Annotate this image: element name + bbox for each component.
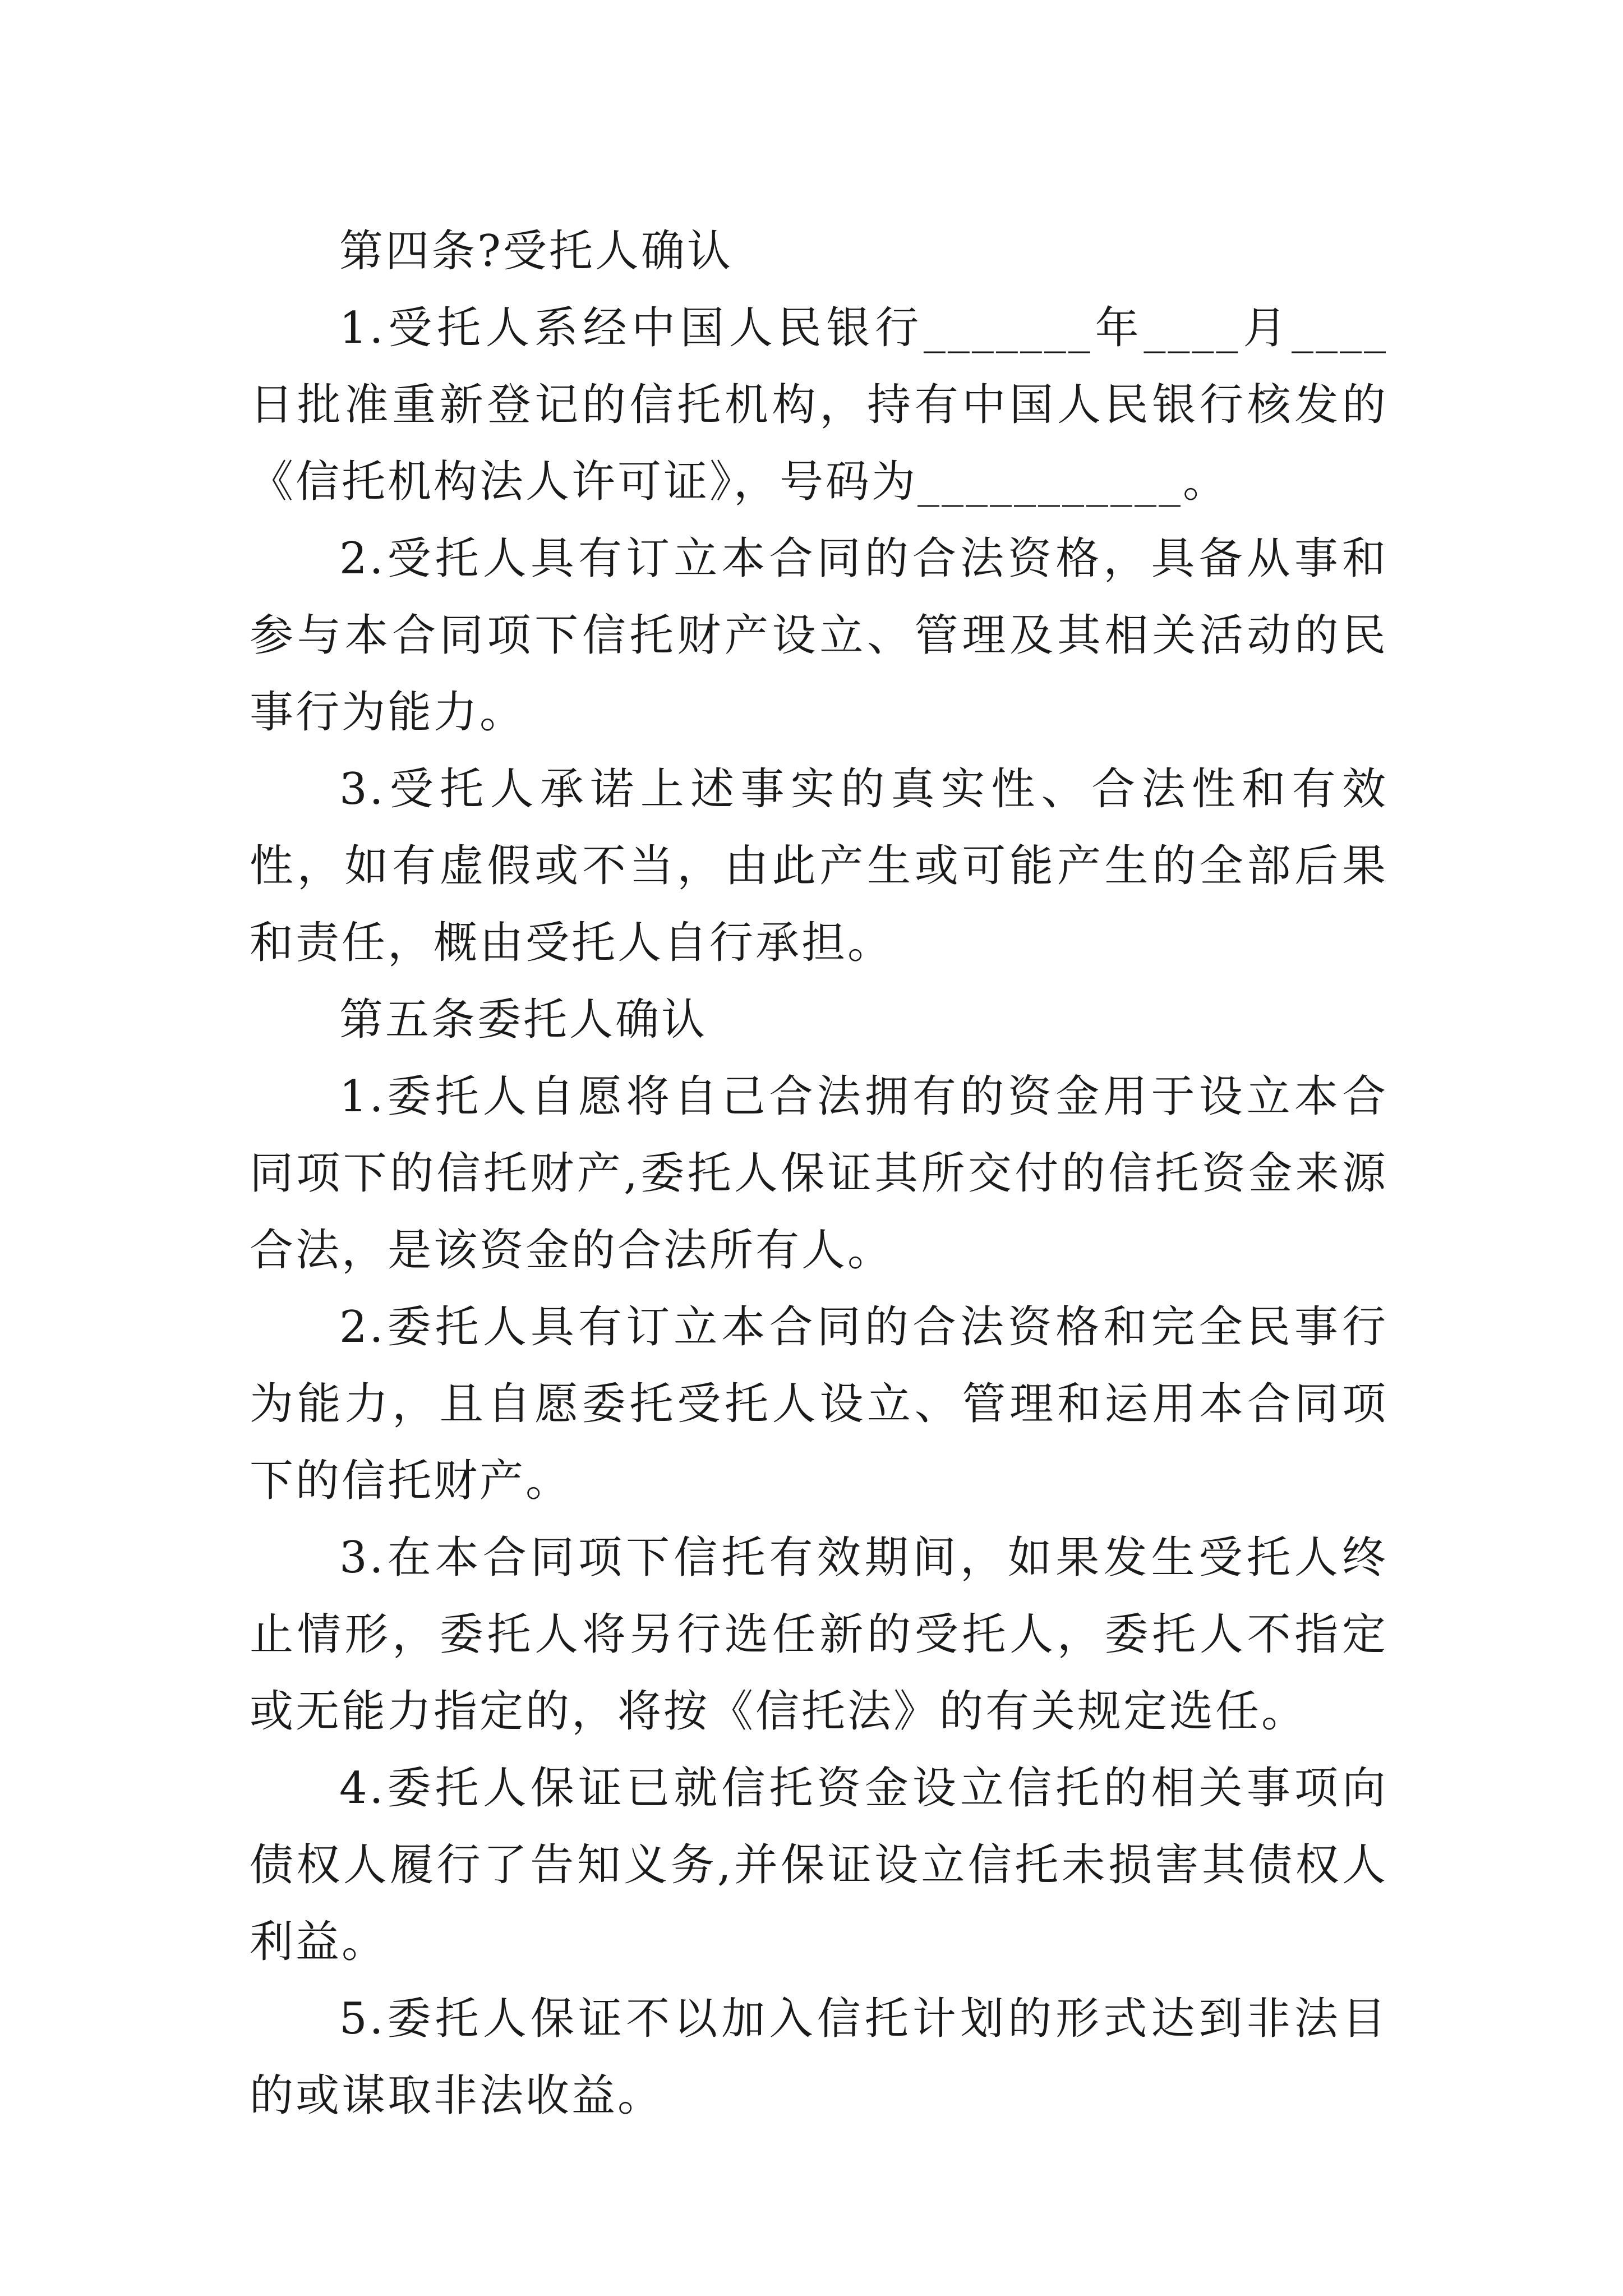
- section-4-item-3: 3.受托人承诺上述事实的真实性、合法性和有效性，如有虚假或不当，由此产生或可能产生的全部后果和责任，概由受托人自行承担。: [250, 764, 1388, 968]
- section-5-heading: 第五条委托人确认: [339, 995, 708, 1045]
- section-5-item-4: 4.委托人保证已就信托资金设立信托的相关事项向债权人履行了告知义务,并保证设立信托未损害其债权人利益。: [250, 1763, 1388, 1967]
- section-5-item-3: 3.在本合同项下信托有效期间，如果发生受托人终止情形，委托人将另行选任新的受托人，委托人不指定或无能力指定的，将按《信托法》的有关规定选任。: [250, 1533, 1388, 1737]
- section-4-item-1: 1.受托人系经中国人民银行_______年____月____日批准重新登记的信托机构，持有中国人民银行核发的《信托机构法人许可证》，号码为___________。: [250, 303, 1388, 507]
- section-5-item-1: 1.委托人自愿将自己合法拥有的资金用于设立本合同项下的信托财产,委托人保证其所交付的信托资金来源合法，是该资金的合法所有人。: [250, 1071, 1388, 1276]
- section-5-item-2: 2.委托人具有订立本合同的合法资格和完全民事行为能力，且自愿委托受托人设立、管理和运用本合同项下的信托财产。: [250, 1302, 1388, 1506]
- section-4-heading: 第四条?受托人确认: [339, 226, 733, 277]
- section-4-item-2: 2.受托人具有订立本合同的合法资格，具备从事和参与本合同项下信托财产设立、管理及其相关活动的民事行为能力。: [250, 533, 1388, 738]
- document-body: [250, 213, 1388, 2134]
- section-5-item-5: 5.委托人保证不以加入信托计划的形式达到非法目的或谋取非法收益。: [250, 1994, 1388, 2121]
